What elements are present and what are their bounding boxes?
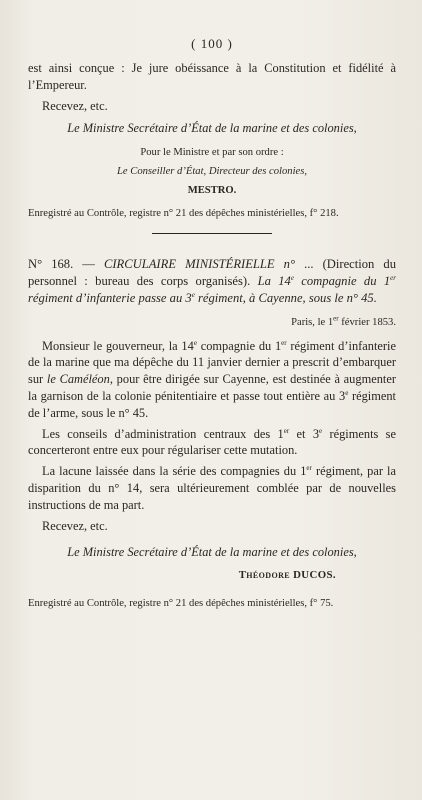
recevez-2: Recevez, etc. (42, 518, 108, 533)
conseiller-title: Le Conseiller d’État, Directeur des colonies, (117, 166, 307, 178)
section-divider (152, 233, 272, 234)
circular-number: N° 168. — (28, 257, 95, 272)
recevez-1: Recevez, etc. (42, 98, 108, 113)
signature-ducos: Théodore DUCOS. (238, 569, 336, 582)
pour-le-ministre: Pour le Ministre et par son ordre : (140, 147, 284, 159)
circular-heading (28, 256, 396, 306)
paragraph-2: Les conseils d’administration centraux des 1er et 3e régiments se concerteront entre eux pour régulariser cette mutation. (28, 426, 396, 458)
signature-mestro: MESTRO. (187, 185, 237, 197)
paragraph-1: Monsieur le gouverneur, la 14e compagnie du 1er régiment d’infanterie de la marine que ma dépêche du 11 janvier dernier a prescrit d’embarquer sur le Caméléon, pour être dirigée sur Cayenne, est destinée à augmenter la garnison de la colonie pénitentiaire et passe tout entière au 3e régiment de l’arme, sous le n° 45. (28, 338, 396, 420)
registre-1: Enregistré au Contrôle, registre n° 21 des dépêches ministérielles, f° 218. (28, 208, 339, 220)
registre-2: Enregistré au Contrôle, registre n° 21 des dépêches ministérielles, f° 75. (28, 597, 334, 609)
minister-title-1: Le Ministre Secrétaire d’État de la marine et des colonies, (67, 121, 357, 136)
circular-title-rest: ... (Direction du personnel : bureau des corps organisés). (28, 257, 396, 288)
dateline: Paris, le 1er février 1853. (291, 314, 396, 328)
page-number: ( 100 ) (191, 36, 233, 51)
circular-title: CIRCULAIRE MINISTÉRIELLE n° (103, 257, 296, 272)
ship-name: le Caméléon, (46, 372, 113, 387)
oath-continuation: est ainsi conçue : Je jure obéissance à la Constitution et fidélité à l’Empereur. (28, 61, 396, 92)
paragraph-3: La lacune laissée dans la série des compagnies du 1er régiment, par la disparition du n° 14, sera ultérieurement comblée par de nouvelles instructions de ma part. (28, 464, 396, 512)
circular-subject: La 14e compagnie du 1er régiment d’infanterie passe au 3e régiment, à Cayenne, sous le n° 45. (28, 273, 396, 305)
minister-title-2: Le Ministre Secrétaire d’État de la marine et des colonies, (67, 545, 357, 560)
